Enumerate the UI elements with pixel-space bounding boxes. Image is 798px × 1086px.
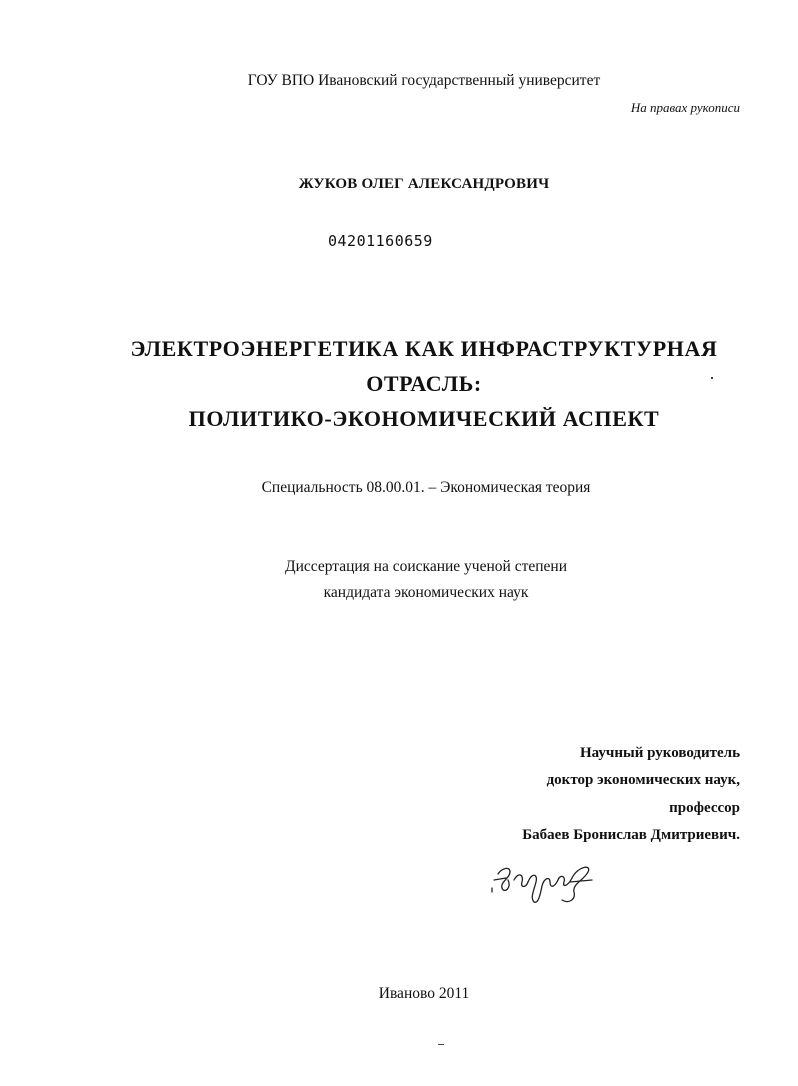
title-line-2: ОТРАСЛЬ: [366, 371, 482, 396]
scan-speck [438, 1044, 444, 1045]
dissertation-line-2: кандидата экономических наук [323, 584, 529, 601]
dissertation-line-1: Диссертация на соискание ученой степени [285, 558, 567, 575]
registration-number: 04201160659 [328, 232, 433, 250]
supervisor-degree: доктор экономических наук, [546, 772, 740, 788]
author-name: ЖУКОВ ОЛЕГ АЛЕКСАНДРОВИЧ [298, 176, 550, 192]
scan-speck [711, 377, 713, 379]
city-year: Иваново 2011 [378, 985, 470, 1002]
specialty-line: Специальность 08.00.01. – Экономическая теория [261, 479, 591, 496]
university-name: ГОУ ВПО Ивановский государственный университет [247, 72, 601, 89]
supervisor-name: Бабаев Бронислав Дмитриевич. [522, 827, 740, 843]
title-line-1: ЭЛЕКТРОЭНЕРГЕТИКА КАК ИНФРАСТРУКТУРНАЯ [130, 336, 718, 361]
handwritten-signature-icon [488, 858, 608, 908]
title-line-3: ПОЛИТИКО-ЭКОНОМИЧЕСКИЙ АСПЕКТ [188, 406, 660, 431]
rights-note: На правах рукописи [630, 100, 740, 115]
supervisor-rank: профессор [669, 800, 740, 816]
supervisor-label: Научный руководитель [580, 745, 740, 761]
